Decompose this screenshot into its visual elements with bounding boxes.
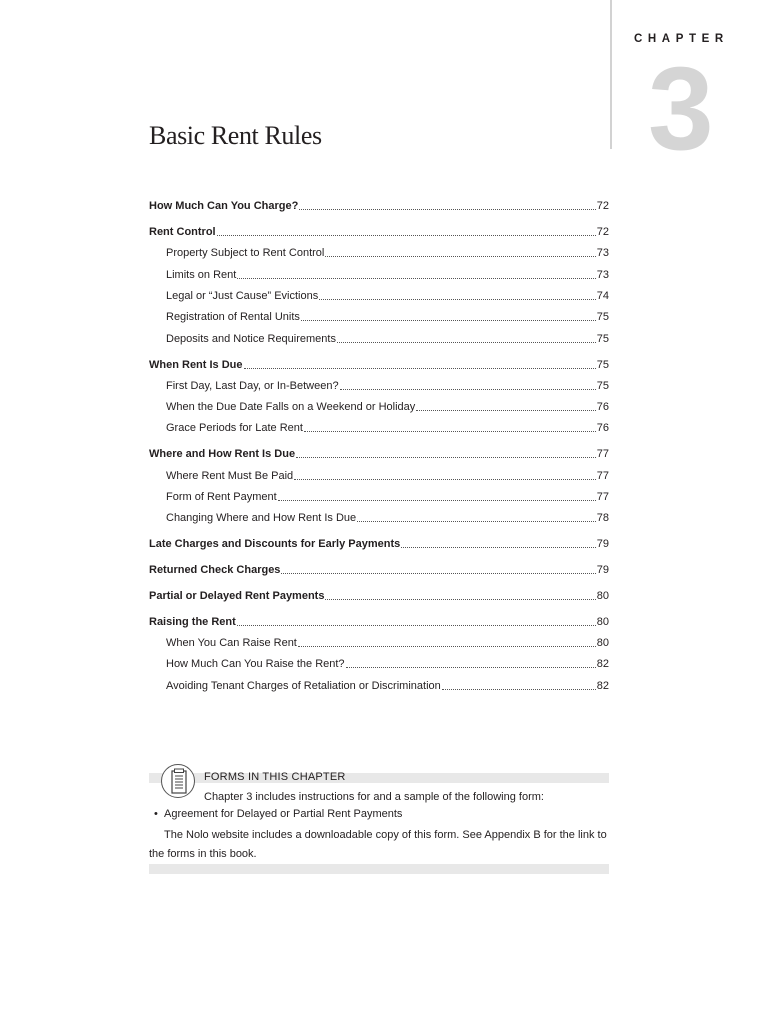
toc-entry-label: Registration of Rental Units bbox=[166, 311, 300, 324]
toc-entry-page-number: 75 bbox=[596, 311, 609, 324]
toc-entry-label: Avoiding Tenant Charges of Retaliation or Discrimination bbox=[166, 679, 441, 692]
toc-entry-subsection bbox=[149, 632, 609, 653]
toc-dot-leader bbox=[401, 547, 596, 548]
toc-entry-label: When Rent Is Due bbox=[149, 358, 243, 371]
toc-dot-leader bbox=[325, 256, 595, 257]
toc-dot-leader bbox=[244, 368, 596, 369]
forms-list-item-label: Agreement for Delayed or Partial Rent Payments bbox=[163, 808, 403, 820]
toc-dot-leader bbox=[442, 689, 596, 690]
toc-entry-subsection bbox=[149, 396, 609, 417]
toc-entry-page-number: 82 bbox=[596, 679, 609, 692]
toc-dot-leader bbox=[304, 431, 596, 432]
toc-entry-subsection bbox=[149, 464, 609, 485]
forms-box-heading: FORMS IN THIS CHAPTER bbox=[204, 771, 346, 783]
toc-dot-leader bbox=[357, 521, 596, 522]
toc-entry-page-number: 75 bbox=[596, 332, 609, 345]
toc-entry-section bbox=[149, 559, 609, 580]
forms-box-bottom-band bbox=[149, 864, 609, 874]
toc-entry-subsection bbox=[149, 327, 609, 348]
toc-entry-label: Grace Periods for Late Rent bbox=[166, 422, 303, 435]
toc-entry-section bbox=[149, 195, 609, 216]
toc-entry-subsection bbox=[149, 263, 609, 284]
toc-entry-page-number: 72 bbox=[596, 200, 609, 213]
toc-entry-page-number: 79 bbox=[596, 538, 609, 551]
chapter-divider-line bbox=[610, 0, 612, 149]
chapter-label: CHAPTER bbox=[634, 33, 729, 45]
chapter-title: Basic Rent Rules bbox=[149, 121, 322, 150]
toc-dot-leader bbox=[278, 500, 596, 501]
document-icon bbox=[161, 764, 195, 798]
forms-box-intro: Chapter 3 includes instructions for and a sample of the following form: bbox=[204, 791, 544, 803]
toc-entry-page-number: 82 bbox=[596, 658, 609, 671]
toc-entry-page-number: 77 bbox=[596, 448, 609, 461]
toc-entry-label: Legal or “Just Cause” Evictions bbox=[166, 290, 319, 303]
toc-entry-label: First Day, Last Day, or In-Between? bbox=[166, 379, 339, 392]
toc-entry-label: Property Subject to Rent Control bbox=[166, 247, 325, 260]
toc-entry-section bbox=[149, 221, 609, 242]
toc-entry-label: Changing Where and How Rent Is Due bbox=[166, 512, 357, 525]
toc-entry-page-number: 73 bbox=[596, 247, 609, 260]
toc-entry-page-number: 80 bbox=[596, 637, 609, 650]
toc-entry-page-number: 75 bbox=[596, 379, 609, 392]
toc-dot-leader bbox=[319, 299, 596, 300]
toc-entry-label: Returned Check Charges bbox=[149, 564, 281, 577]
toc-entry-page-number: 75 bbox=[596, 358, 609, 371]
toc-dot-leader bbox=[301, 320, 596, 321]
toc-entry-subsection bbox=[149, 375, 609, 396]
toc-dot-leader bbox=[237, 625, 596, 626]
toc-entry-page-number: 73 bbox=[596, 268, 609, 281]
toc-entry-page-number: 77 bbox=[596, 469, 609, 482]
toc-dot-leader bbox=[299, 209, 595, 210]
toc-entry-section bbox=[149, 443, 609, 464]
table-of-contents bbox=[149, 195, 609, 696]
toc-entry-page-number: 80 bbox=[596, 615, 609, 628]
toc-entry-subsection bbox=[149, 306, 609, 327]
toc-dot-leader bbox=[346, 667, 596, 668]
toc-entry-page-number: 80 bbox=[596, 589, 609, 602]
toc-entry-label: Partial or Delayed Rent Payments bbox=[149, 589, 325, 602]
toc-dot-leader bbox=[337, 342, 596, 343]
forms-box-note: The Nolo website includes a downloadable copy of this form. See Appendix B for the link to the forms in this book. bbox=[149, 829, 607, 860]
toc-entry-label: Where Rent Must Be Paid bbox=[166, 469, 294, 482]
toc-entry-page-number: 76 bbox=[596, 422, 609, 435]
toc-dot-leader bbox=[237, 278, 595, 279]
toc-entry-label: Limits on Rent bbox=[166, 268, 237, 281]
toc-entry-section bbox=[149, 585, 609, 606]
toc-entry-subsection bbox=[149, 507, 609, 528]
toc-entry-label: Deposits and Notice Requirements bbox=[166, 332, 336, 345]
toc-entry-section bbox=[149, 611, 609, 632]
toc-entry-page-number: 74 bbox=[596, 290, 609, 303]
toc-entry-label: Rent Control bbox=[149, 226, 216, 239]
toc-dot-leader bbox=[281, 573, 595, 574]
toc-entry-page-number: 72 bbox=[596, 226, 609, 239]
bullet-marker: • bbox=[154, 808, 158, 820]
toc-entry-page-number: 77 bbox=[596, 490, 609, 503]
toc-entry-subsection bbox=[149, 242, 609, 263]
toc-entry-subsection bbox=[149, 674, 609, 695]
toc-entry-label: Raising the Rent bbox=[149, 615, 236, 628]
toc-entry-subsection bbox=[149, 486, 609, 507]
toc-dot-leader bbox=[296, 457, 596, 458]
toc-entry-label: Where and How Rent Is Due bbox=[149, 448, 296, 461]
toc-dot-leader bbox=[298, 646, 596, 647]
toc-dot-leader bbox=[294, 479, 596, 480]
toc-entry-page-number: 78 bbox=[596, 512, 609, 525]
toc-entry-page-number: 79 bbox=[596, 564, 609, 577]
toc-dot-leader bbox=[325, 599, 595, 600]
toc-entry-subsection bbox=[149, 653, 609, 674]
toc-entry-page-number: 76 bbox=[596, 401, 609, 414]
toc-entry-label: Late Charges and Discounts for Early Payments bbox=[149, 538, 401, 551]
toc-dot-leader bbox=[217, 235, 596, 236]
forms-list-item bbox=[154, 808, 402, 820]
toc-entry-label: When the Due Date Falls on a Weekend or Holiday bbox=[166, 401, 416, 414]
chapter-number: 3 bbox=[648, 43, 714, 175]
forms-in-this-chapter-box bbox=[149, 761, 609, 874]
toc-entry-label: Form of Rent Payment bbox=[166, 490, 277, 503]
toc-entry-label: How Much Can You Raise the Rent? bbox=[166, 658, 345, 671]
toc-entry-section bbox=[149, 353, 609, 374]
toc-entry-subsection bbox=[149, 417, 609, 438]
toc-entry-section bbox=[149, 533, 609, 554]
toc-entry-label: How Much Can You Charge? bbox=[149, 200, 299, 213]
toc-entry-label: When You Can Raise Rent bbox=[166, 637, 297, 650]
toc-dot-leader bbox=[416, 410, 595, 411]
toc-entry-subsection bbox=[149, 285, 609, 306]
toc-dot-leader bbox=[340, 389, 596, 390]
